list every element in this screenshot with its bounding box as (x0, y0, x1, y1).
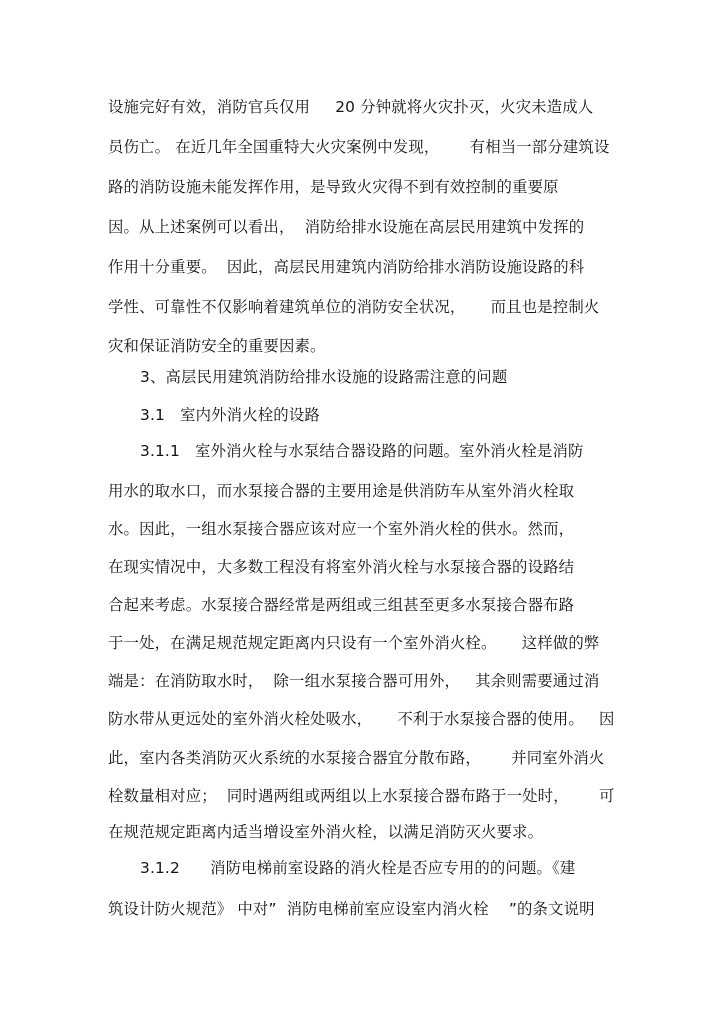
subsection-heading: 3.1 室内外消火栓的设路 (140, 406, 320, 424)
section-heading: 3、高层民用建筑消防给排水设施的设路需注意的问题 (140, 368, 508, 386)
text-line: 因。从上述案例可以看出， 消防给排水设施在高层民用建筑中发挥的 (108, 218, 585, 236)
text-line: 路的消防设施未能发挥作用，是导致火灾得不到有效控制的重要原 (108, 178, 559, 196)
text-line: 水。因此，一组水泵接合器应该对应一个室外消火栓的供水。然而， (108, 520, 575, 538)
text-line: 用水的取水口，而水泵接合器的主要用途是供消防车从室外消火栓取 (108, 482, 575, 500)
text-line: 在现实情况中，大多数工程没有将室外消火栓与水泵接合器的设路结 (108, 558, 575, 576)
text-line: 3.1.2 消防电梯前室设路的消火栓是否应专用的的问题。《建 (140, 859, 576, 877)
text-line: 筑设计防火规范》 中对” 消防电梯前室应设室内消火栓 ”的条文说明 (108, 900, 595, 918)
text-line: 学性、可靠性不仅影响着建筑单位的消防安全状况， 而且也是控制火 (108, 298, 600, 316)
text-line: 作用十分重要。 因此，高层民用建筑内消防给排水消防设施设路的科 (108, 258, 585, 276)
text-line: 员伤亡。 在近几年全国重特大火灾案例中发现， 有相当一部分建筑设 (108, 138, 610, 156)
text-line: 端是：在消防取水时， 除一组水泵接合器可用外， 其余则需要通过消 (108, 672, 600, 690)
text-line: 防水带从更远处的室外消火栓处吸水， 不利于水泵接合器的使用。 因 (108, 710, 615, 728)
text-line: 3.1.1 室外消火栓与水泵结合器设路的问题。室外消火栓是消防 (140, 442, 584, 460)
text-line: 于一处，在满足规范规定距离内只设有一个室外消火栓。 这样做的弊 (108, 634, 600, 652)
text-line: 栓数量相对应； 同时遇两组或两组以上水泵接合器布路于一处时， 可 (108, 787, 615, 805)
text-line: 此，室内各类消防灭火系统的水泵接合器宜分散布路， 并同室外消火 (108, 749, 605, 767)
text-line: 在规范规定距离内适当增设室外消火栓，以满足消防灭火要求。 (108, 823, 544, 841)
text-line: 合起来考虑。水泵接合器经常是两组或三组甚至更多水泵接合器布路 (108, 596, 575, 614)
text-line: 灾和保证消防安全的重要因素。 (108, 337, 326, 355)
text-line: 设施完好有效，消防官兵仅用 20 分钟就将火灾扑灭，火灾未造成人 (108, 98, 594, 116)
